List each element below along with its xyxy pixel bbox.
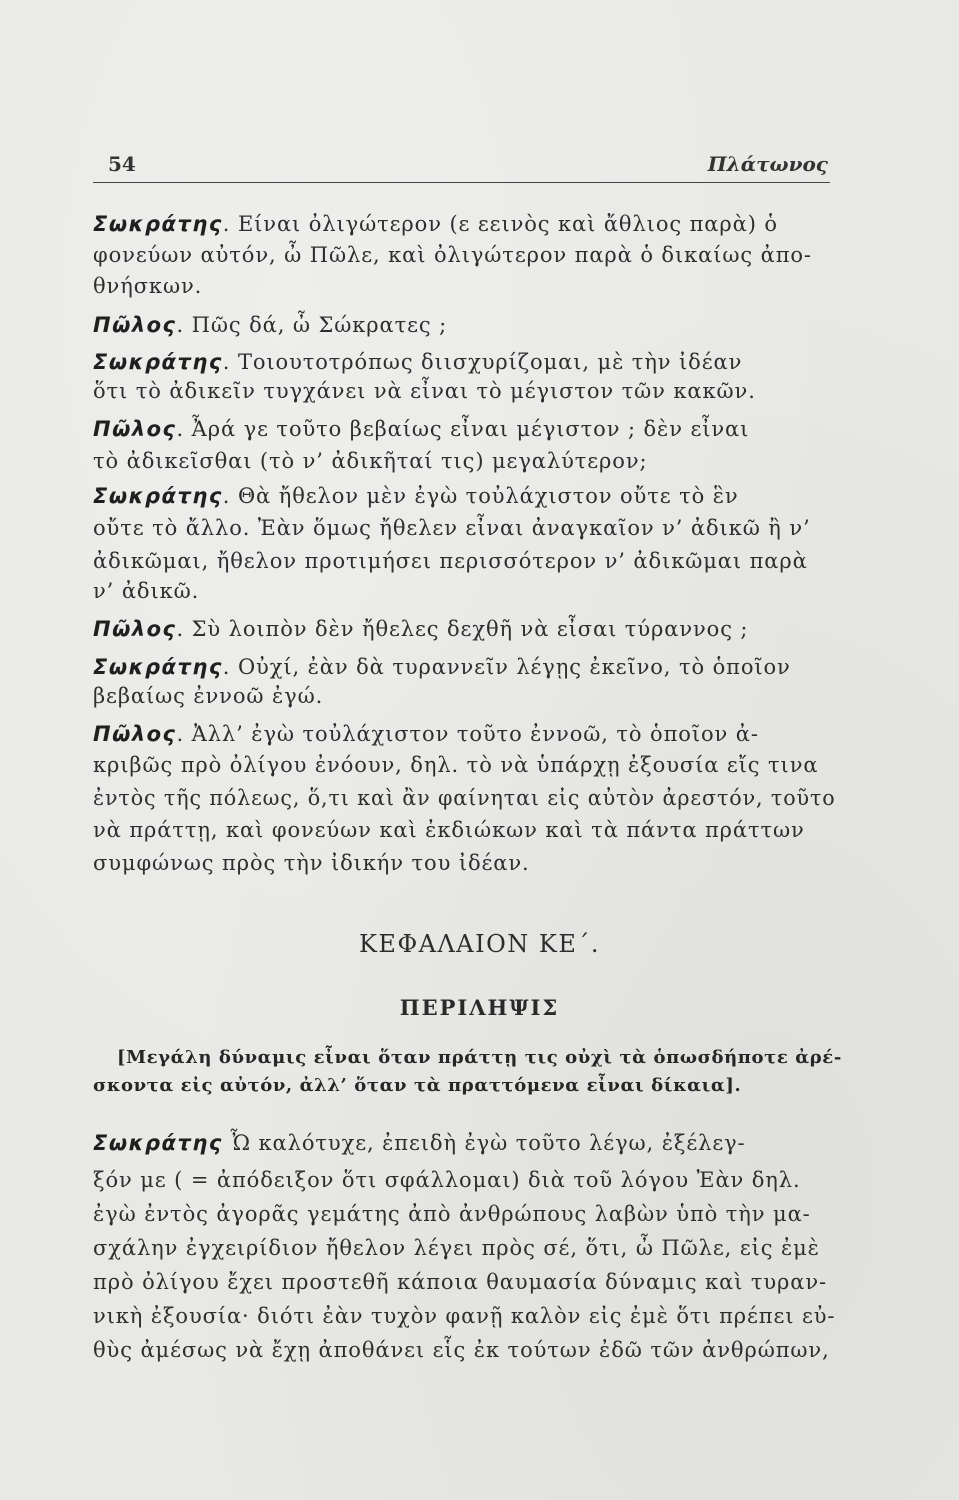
running-head: Πλάτωνος (707, 152, 828, 176)
line-text: ἐγὼ ἐντὸς ἀγορᾶς γεμάτης ἀπὸ ἀνθρώπους λαβὼν ὑπὸ τὴν μα- (93, 1202, 811, 1226)
dialogue-line: Σωκράτης. Οὐχί, ἐὰν δὰ τυραννεῖν λέγῃς ἐκεῖνο, τὸ ὁποῖον (93, 655, 791, 679)
speaker-label: Πῶλος (93, 617, 177, 641)
dialogue-line: Πῶλος. Ἆρά γε τοῦτο βεβαίως εἶναι μέγιστον ; δὲν εἶναι (93, 417, 750, 441)
line-text: ἀδικῶμαι, ἤθελον προτιμήσει περισσότερον ν’ ἀδικῶμαι παρὰ (93, 549, 808, 573)
dialogue-line (93, 1301, 835, 1331)
dialogue-line (93, 1335, 830, 1365)
dialogue-line (93, 271, 202, 301)
dialogue-line (93, 1233, 820, 1263)
line-text: ν’ ἀδικῶ. (93, 579, 200, 603)
dialogue-line (93, 376, 756, 406)
dialogue-line: Πῶλος. Σὺ λοιπὸν δὲν ἤθελες δεχθῆ νὰ εἶσαι τύραννος ; (93, 617, 749, 641)
chapter-heading: ΚΕΦΑΛΑΙΟΝ ΚΕ΄. (359, 930, 600, 958)
line-text: νικὴ ἐξουσία· διότι ἐὰν τυχὸν φανῇ καλὸν εἰς ἐμὲ ὅτι πρέπει εὐ- (93, 1304, 836, 1328)
line-text: Οὐχί, ἐὰν δὰ τυραννεῖν λέγῃς ἐκεῖνο, τὸ ὁποῖον (237, 655, 791, 679)
dialogue-line (93, 240, 812, 270)
line-text: Ὦ καλότυχε, ἐπειδὴ ἐγὼ τοῦτο λέγω, ἐξέλεγ- (230, 1131, 746, 1155)
summary-title: ΠΕΡΙΛΗΨΙΣ (399, 995, 560, 1020)
line-text: Πῶς δά, ὦ Σώκρατες ; (191, 313, 448, 337)
dialogue-line (93, 783, 836, 813)
speaker-label: Πῶλος (93, 722, 177, 746)
dialogue-line (93, 513, 811, 543)
dialogue-line (93, 681, 323, 711)
speaker-label: Σωκράτης (93, 350, 223, 374)
dialogue-line: Πῶλος. Ἀλλ’ ἐγὼ τοὐλάχιστον τοῦτο ἐννοῶ, τὸ ὁποῖον ἀ- (93, 722, 759, 746)
line-text: ἐντὸς τῆς πόλεως, ὅ,τι καὶ ἂν φαίνηται εἰς αὐτὸν ἀρεστόν, τοῦτο (93, 786, 836, 810)
line-text: βεβαίως ἐννοῶ ἐγώ. (93, 684, 324, 708)
speaker-label: Σωκράτης (93, 1131, 223, 1155)
dialogue-line (93, 1199, 811, 1229)
line-text: ὅτι τὸ ἀδικεῖν τυγχάνει νὰ εἶναι τὸ μέγιστον τῶν κακῶν. (93, 379, 756, 403)
line-text: Ἆρά γε τοῦτο βεβαίως εἶναι μέγιστον ; δὲν εἶναι (191, 417, 750, 441)
line-text: φονεύων αὐτόν, ὦ Πῶλε, καὶ ὀλιγώτερον παρὰ ὁ δικαίως ἀπο- (93, 243, 812, 267)
speaker-label: Σωκράτης (93, 655, 223, 679)
line-text: συμφώνως πρὸς τὴν ἰδικήν του ἰδέαν. (93, 851, 530, 875)
speaker-label: Πῶλος (93, 313, 177, 337)
dialogue-line: Σωκράτης. Θὰ ἤθελον μὲν ἐγὼ τοὐλάχιστον οὔτε τὸ ἓν (93, 484, 739, 508)
line-text: οὔτε τὸ ἄλλο. Ἐὰν ὅμως ἤθελεν εἶναι ἀναγκαῖον ν’ ἀδικῶ ἢ ν’ (93, 516, 811, 540)
dialogue-line (93, 576, 199, 606)
speaker-label: Σωκράτης (93, 484, 223, 508)
dialogue-line: Σωκράτης. Είναι ὀλιγώτερον (ε εεινὸς καὶ ἄθλιος παρὰ) ὁ (93, 212, 778, 236)
summary-line: [Μεγάλη δύναμις εἶναι ὅταν πράττῃ τις οὐχὶ τὰ ὁπωσδήποτε ἀρέ- (117, 1047, 842, 1068)
line-text: πρὸ ὀλίγου ἔχει προστεθῆ κάποια θαυμασία δύναμις καὶ τυραν- (93, 1270, 828, 1294)
speaker-label: Σωκράτης (93, 212, 223, 236)
line-text: Είναι ὀλιγώτερον (ε εεινὸς καὶ ἄθλιος παρὰ) ὁ (237, 212, 778, 236)
page-number: 54 (108, 152, 136, 176)
line-text: ξόν με ( = ἀπόδειξον ὅτι σφάλλομαι) διὰ τοῦ λόγου Ἐὰν δηλ. (93, 1168, 801, 1192)
line-text: Θὰ ἤθελον μὲν ἐγὼ τοὐλάχιστον οὔτε τὸ ἓν (237, 484, 739, 508)
dialogue-line (93, 848, 530, 878)
line-text: Τοιουτοτρόπως διισχυρίζομαι, μὲ τὴν ἰδέαν (237, 350, 743, 374)
summary-line: σκοντα εἰς αὐτόν, ἀλλ’ ὅταν τὰ πραττόμενα εἶναι δίκαια]. (93, 1075, 742, 1096)
dialogue-line (93, 1267, 827, 1297)
line-text: νὰ πράττῃ, καὶ φονεύων καὶ ἐκδιώκων καὶ τὰ πάντα πράττων (93, 818, 805, 842)
line-text: θνήσκων. (93, 274, 203, 298)
line-text: τὸ ἀδικεῖσθαι (τὸ ν’ ἀδικῆταί τις) μεγαλύτερον; (93, 449, 648, 473)
line-text: Σὺ λοιπὸν δὲν ἤθελες δεχθῆ νὰ εἶσαι τύραννος ; (191, 617, 749, 641)
dialogue-line: Πῶλος. Πῶς δά, ὦ Σώκρατες ; (93, 313, 448, 337)
line-text: Ἀλλ’ ἐγὼ τοὐλάχιστον τοῦτο ἐννοῶ, τὸ ὁποῖον ἀ- (191, 722, 759, 746)
dialogue-line (93, 546, 808, 576)
dialogue-line (93, 1165, 801, 1195)
line-text: σχάλην ἐγχειρίδιον ἤθελον λέγει πρὸς σέ, ὅτι, ὦ Πῶλε, εἰς ἐμὲ (93, 1236, 820, 1260)
dialogue-line (93, 815, 805, 845)
dialogue-line (93, 750, 818, 780)
dialogue-line: Σωκράτης. Τοιουτοτρόπως διισχυρίζομαι, μὲ τὴν ἰδέαν (93, 350, 743, 374)
dialogue-line (93, 1128, 746, 1158)
line-text: θὺς ἀμέσως νὰ ἔχῃ ἀποθάνει εἷς ἐκ τούτων ἐδῶ τῶν ἀνθρώπων, (93, 1338, 830, 1362)
dialogue-line (93, 446, 647, 476)
page-header (93, 152, 830, 183)
speaker-label: Πῶλος (93, 417, 177, 441)
line-text: κριβῶς πρὸ ὀλίγου ἐνόουν, δηλ. τὸ νὰ ὑπάρχῃ ἐξουσία εἴς τινα (93, 753, 819, 777)
